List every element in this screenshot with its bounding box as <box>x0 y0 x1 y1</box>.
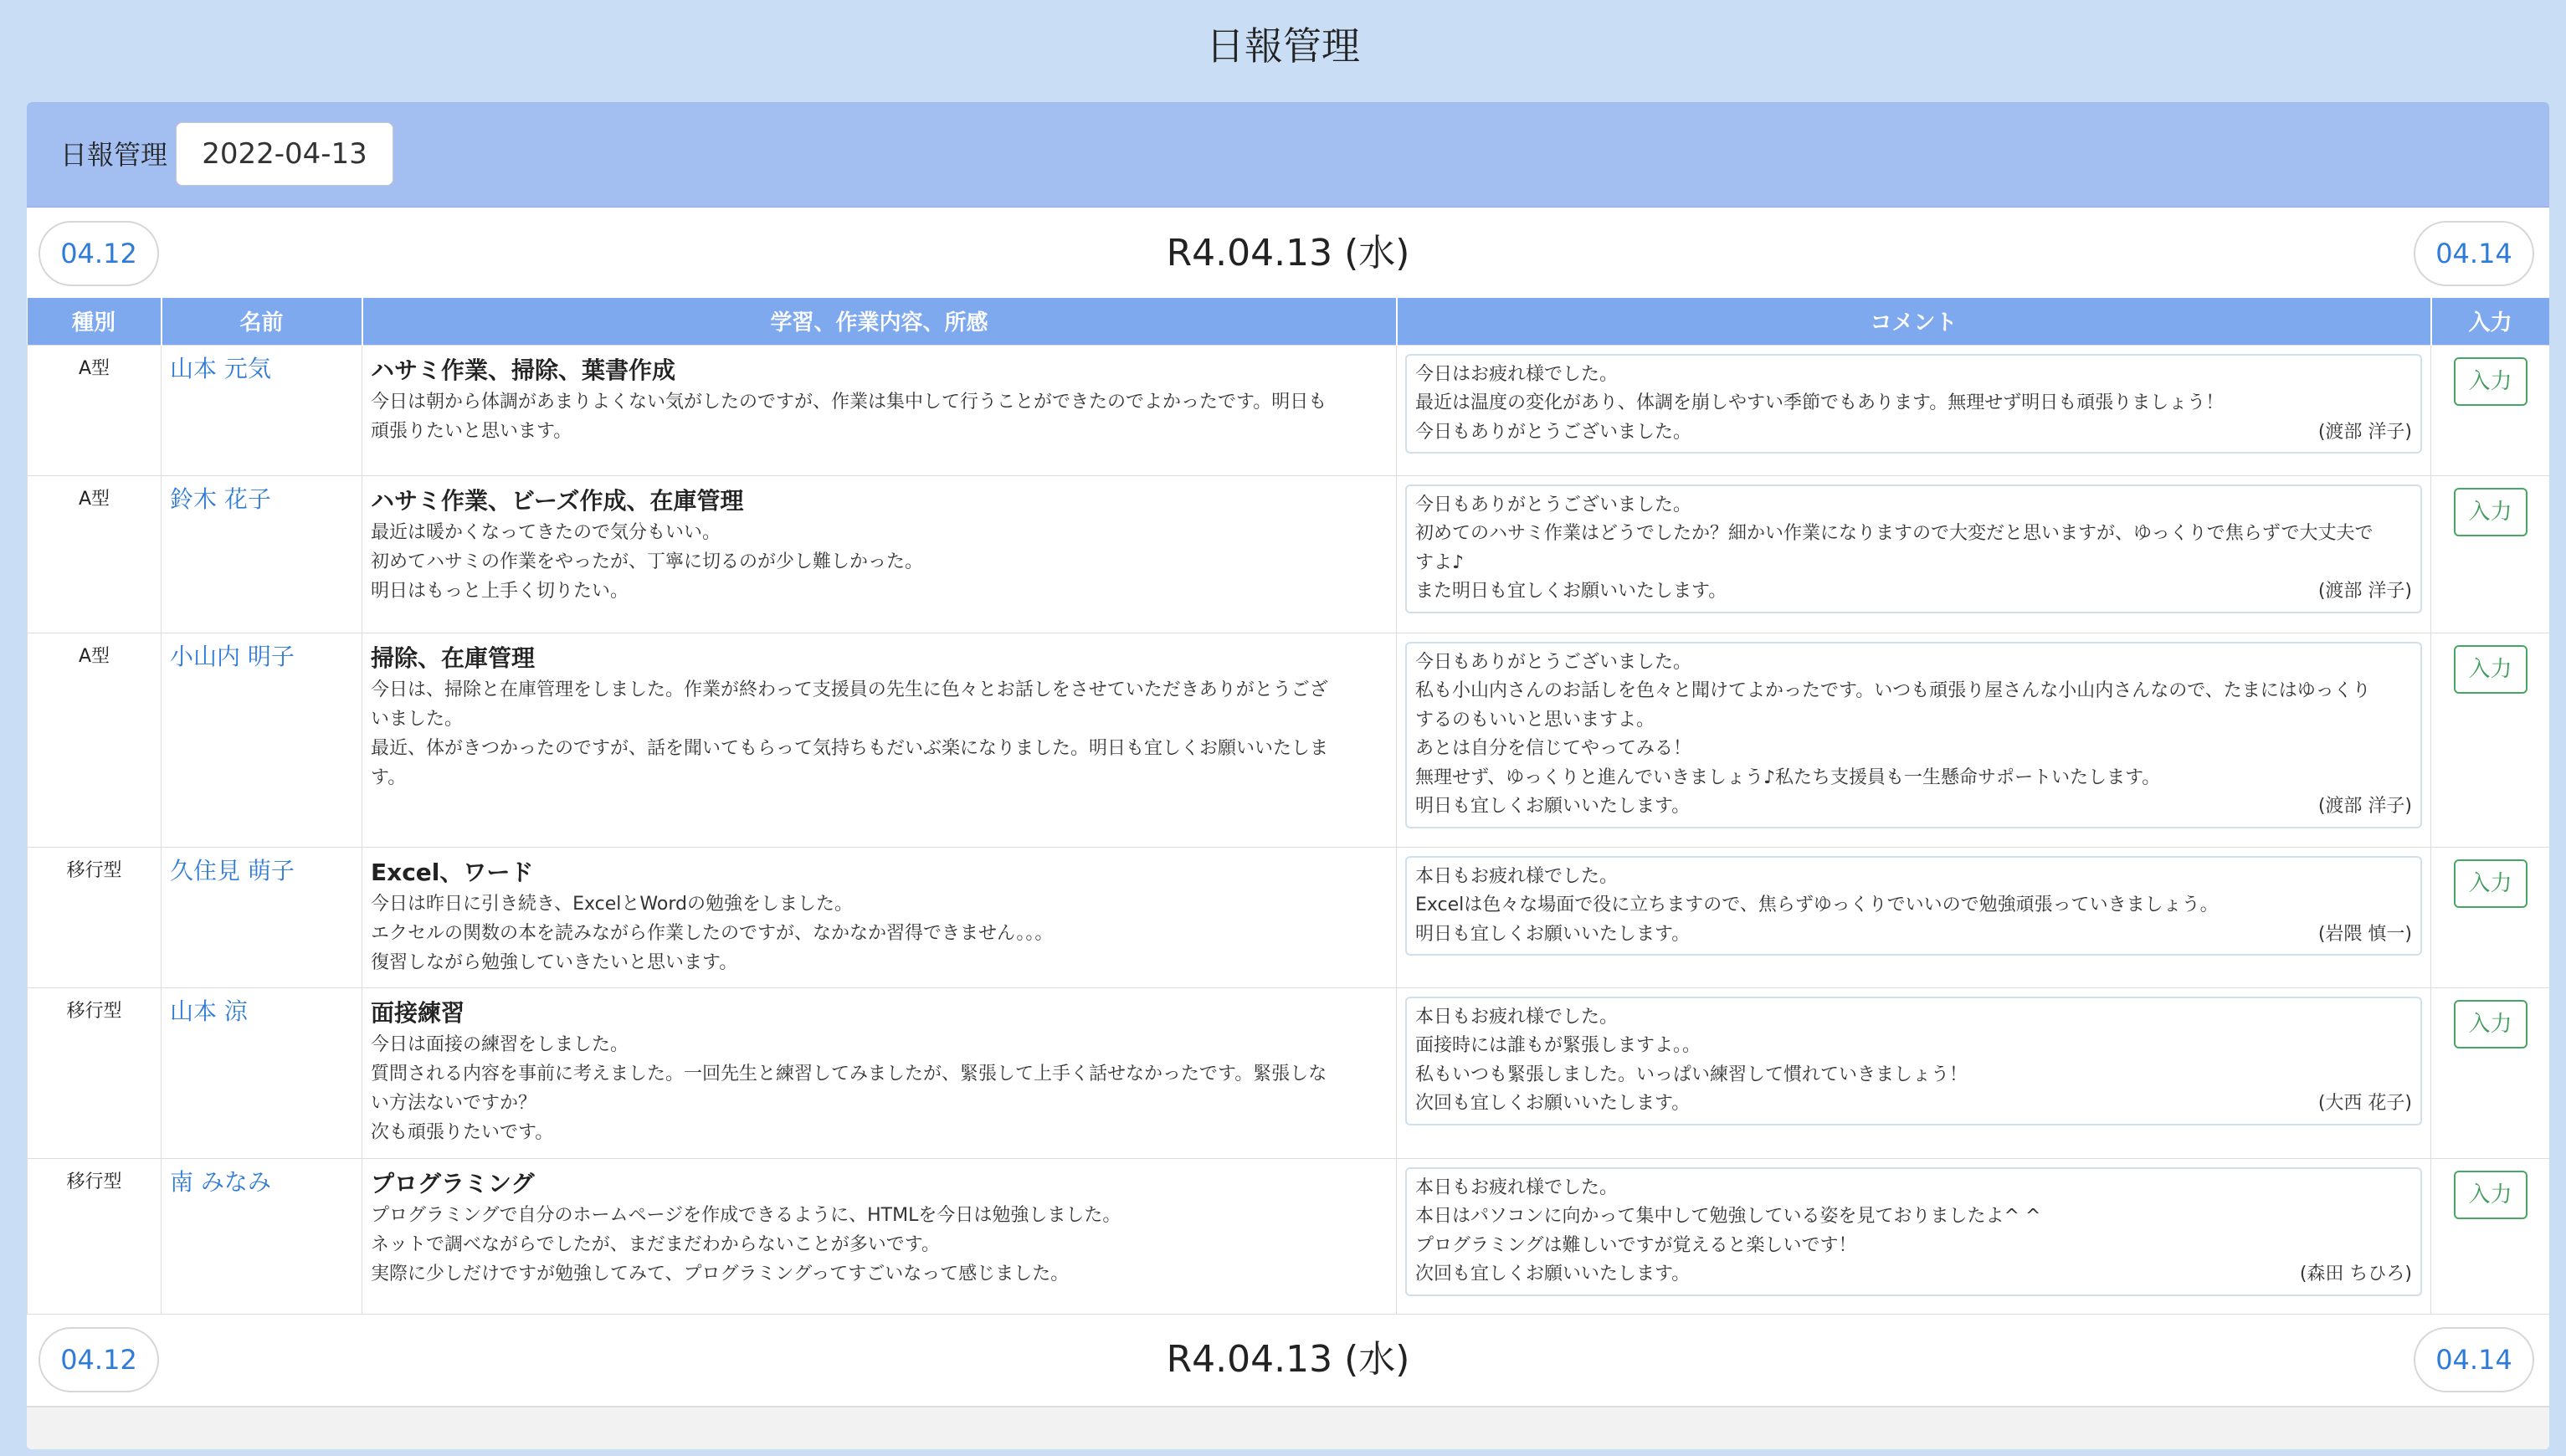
comment-box <box>1405 856 2422 956</box>
comment-text-line: 最近は温度の変化があり、体調を崩しやすい季節でもあります。無理せず明日も頑張りましょう！ <box>1415 392 2225 413</box>
type-cell: A型 <box>28 475 162 633</box>
comment-text-line: 無理せず、ゆっくりと進んでいきましょう♪私たち支援員も一生懸命サポートいたします。 <box>1415 766 2161 788</box>
comment-author: (渡部 洋子) <box>2317 796 2412 817</box>
input-cell <box>2431 1158 2550 1314</box>
comment-box <box>1405 642 2422 828</box>
comment-author: (渡部 洋子) <box>2317 421 2412 443</box>
work-cell <box>362 1158 1397 1314</box>
name-cell <box>162 987 362 1158</box>
work-text-line: 最近は暖かくなってきたので気分もいい。 <box>371 521 721 543</box>
work-text-line: い方法ないですか？ <box>371 1092 537 1114</box>
comment-author: (森田 ちひろ) <box>2299 1264 2412 1284</box>
comment-cell <box>1397 1158 2431 1314</box>
work-text-line: 最近、体がきつかったのですが、話を聞いてもらって気持ちもだいぶ楽になりました。明日も宜しくお願いいたしま <box>371 737 1329 759</box>
input-cell <box>2431 633 2550 847</box>
current-date-heading-bottom: R4.04.13 (水) <box>1166 1338 1410 1381</box>
table-header-row <box>28 298 2550 345</box>
member-name-link[interactable]: 鈴木 花子 <box>170 484 271 513</box>
type-cell: A型 <box>28 633 162 847</box>
input-button[interactable]: 入力 <box>2454 859 2528 908</box>
work-cell <box>362 847 1397 987</box>
member-name-link[interactable]: 南 みなみ <box>170 1167 271 1196</box>
current-date-heading-top: R4.04.13 (水) <box>1166 232 1410 274</box>
comment-text-line: プログラミングは難しいですが覚えると楽しいです！ <box>1415 1234 1857 1256</box>
comment-box <box>1405 1167 2422 1296</box>
date-toolbar <box>27 102 2549 208</box>
comment-text-line: Excelは色々な場面で役に立ちますので、焦らずゆっくりでいいので勉強頑張っていきましょう。 <box>1415 895 2219 915</box>
comment-text-line: 次回も宜しくお願いいたします。 <box>1415 1093 1691 1114</box>
work-text-line: 初めてハサミの作業をやったが、丁寧に切るのが少し難しかった。 <box>371 551 924 572</box>
header-type: 種別 <box>28 298 162 345</box>
report-panel <box>27 102 2549 1449</box>
work-text-line: 実際に少しだけですが勉強してみて、プログラミングってすごいなって感じました。 <box>371 1263 1070 1284</box>
comment-author: (渡部 洋子) <box>2317 581 2412 602</box>
input-cell <box>2431 847 2550 987</box>
header-name: 名前 <box>162 298 362 345</box>
work-text-line: 頑張りたいと思います。 <box>371 420 572 442</box>
comment-text-line: 今日もありがとうございました。 <box>1415 494 1692 515</box>
work-title: プログラミング <box>371 1169 535 1197</box>
comment-text-line: 本日はパソコンに向かって集中して勉強している姿を見ておりましたよ^ ^ <box>1415 1206 2041 1227</box>
comment-text-line: 次回も宜しくお願いいたします。 <box>1415 1264 1691 1284</box>
input-cell <box>2431 475 2550 633</box>
work-text-line: 今日は朝から体調があまりよくない気がしたのですが、作業は集中して行うことができたのでよかったです。明日も <box>371 391 1327 413</box>
work-text-line: 今日は昨日に引き続き、ExcelとWordの勉強をしました。 <box>371 893 853 915</box>
table-row <box>28 633 2550 847</box>
report-table <box>27 298 2549 1315</box>
comment-text-line: 面接時には誰もが緊張しますよ。。 <box>1415 1035 1701 1056</box>
work-title: ハサミ作業、掃除、葉書作成 <box>371 356 676 384</box>
work-text-line: 次も頑張りたいです。 <box>371 1121 554 1143</box>
comment-text-line: 本日もお疲れ様でした。 <box>1415 865 1619 887</box>
input-button[interactable]: 入力 <box>2454 357 2528 406</box>
work-text-line: 今日は、掃除と在庫管理をしました。作業が終わって支援員の先生に色々とお話しをさせていただきありがとうござ <box>371 679 1328 700</box>
comment-text-line: 本日もお疲れ様でした。 <box>1415 1006 1619 1028</box>
work-cell <box>362 633 1397 847</box>
input-button[interactable]: 入力 <box>2454 1000 2528 1048</box>
comment-text-line: また明日も宜しくお願いいたします。 <box>1415 581 1727 602</box>
comment-box <box>1405 484 2422 613</box>
work-text-line: 質問される内容を事前に考えました。一回先生と練習してみましたが、緊張して上手く話せなかったです。緊張しな <box>371 1063 1327 1084</box>
table-row <box>28 345 2550 475</box>
work-title: 掃除、在庫管理 <box>371 643 536 672</box>
work-title: Excel、ワード <box>371 858 534 886</box>
name-cell <box>162 847 362 987</box>
comment-text-line: 明日も宜しくお願いいたします。 <box>1415 796 1691 817</box>
type-cell: 移行型 <box>28 847 162 987</box>
work-cell <box>362 987 1397 1158</box>
date-input[interactable]: 2022-04-13 <box>176 122 393 186</box>
comment-cell <box>1397 345 2431 475</box>
prev-day-button-bottom[interactable]: 04.12 <box>38 1327 159 1392</box>
comment-text-line: 初めてのハサミ作業はどうでしたか？細かい作業になりますので大変だと思いますが、ゆっくりで焦らずで大丈夫で <box>1415 523 2374 544</box>
comment-text-line: 今日もありがとうございました。 <box>1415 421 1692 443</box>
prev-day-button-top[interactable]: 04.12 <box>38 221 159 286</box>
comment-text-line: 本日もお疲れ様でした。 <box>1415 1177 1619 1198</box>
table-row <box>28 987 2550 1158</box>
header-comment: コメント <box>1397 298 2431 345</box>
comment-cell <box>1397 475 2431 633</box>
type-cell: A型 <box>28 345 162 475</box>
work-text-line: エクセルの関数の本を読みながら作業したのですが、なかなか習得できません。。。 <box>371 922 1054 944</box>
type-cell: 移行型 <box>28 1158 162 1314</box>
page-title: 日報管理 <box>1206 23 1360 69</box>
toolbar-label: 日報管理 <box>60 139 168 171</box>
next-day-button-top[interactable]: 04.14 <box>2414 221 2534 286</box>
table-row <box>28 475 2550 633</box>
comment-cell <box>1397 847 2431 987</box>
work-cell <box>362 475 1397 633</box>
name-cell <box>162 345 362 475</box>
name-cell <box>162 633 362 847</box>
work-title: 面接練習 <box>371 998 465 1027</box>
work-text-line: いました。 <box>371 708 464 730</box>
work-text-line: 復習しながら勉強していきたいと思います。 <box>371 951 738 973</box>
work-cell <box>362 345 1397 475</box>
comment-author: (岩隈 慎一) <box>2317 923 2412 945</box>
member-name-link[interactable]: 山本 元気 <box>170 354 271 382</box>
work-text-line: ネットで調べながらでしたが、まだまだわからないことが多いです。 <box>371 1233 941 1255</box>
member-name-link[interactable]: 小山内 明子 <box>170 642 295 670</box>
work-text-line: 今日は面接の練習をしました。 <box>371 1033 629 1055</box>
comment-cell <box>1397 633 2431 847</box>
work-text-line: プログラミングで自分のホームページを作成できるように、HTMLを今日は勉強しました。 <box>371 1204 1121 1226</box>
input-cell <box>2431 345 2550 475</box>
comment-text-line: するのもいいと思いますよ。 <box>1415 709 1655 731</box>
comment-text-line: すよ♪ <box>1415 551 1465 573</box>
next-day-button-bottom[interactable]: 04.14 <box>2414 1327 2534 1392</box>
table-row <box>28 847 2550 987</box>
work-text-line: す。 <box>371 766 407 788</box>
input-cell <box>2431 987 2550 1158</box>
work-title: ハサミ作業、ビーズ作成、在庫管理 <box>371 486 744 515</box>
comment-author: (大西 花子) <box>2317 1093 2412 1114</box>
name-cell <box>162 1158 362 1314</box>
header-input: 入力 <box>2431 298 2550 345</box>
input-button[interactable]: 入力 <box>2454 645 2528 694</box>
input-button[interactable]: 入力 <box>2454 1171 2528 1219</box>
header-work: 学習、作業内容、所感 <box>362 298 1397 345</box>
comment-text-line: あとは自分を信じてやってみる！ <box>1415 738 1692 759</box>
comment-box <box>1405 997 2422 1125</box>
comment-cell <box>1397 987 2431 1158</box>
comment-text-line: 今日はお疲れ様でした。 <box>1415 363 1619 385</box>
member-name-link[interactable]: 山本 涼 <box>170 997 248 1025</box>
member-name-link[interactable]: 久住見 萌子 <box>170 856 295 884</box>
comment-text-line: 今日もありがとうございました。 <box>1415 651 1692 673</box>
table-row <box>28 1158 2550 1314</box>
comment-box <box>1405 354 2422 454</box>
input-button[interactable]: 入力 <box>2454 488 2528 536</box>
footer-strip <box>27 1406 2549 1449</box>
work-text-line: 明日はもっと上手く切りたい。 <box>371 580 629 602</box>
name-cell <box>162 475 362 633</box>
comment-text-line: 私も小山内さんのお話しを色々と聞けてよかったです。いつも頑張り屋さんな小山内さんなので、たまにはゆっくり <box>1415 680 2371 701</box>
type-cell: 移行型 <box>28 987 162 1158</box>
comment-text-line: 明日も宜しくお願いいたします。 <box>1415 923 1691 945</box>
comment-text-line: 私もいつも緊張しました。いっぱい練習して慣れていきましょう！ <box>1415 1064 1968 1085</box>
